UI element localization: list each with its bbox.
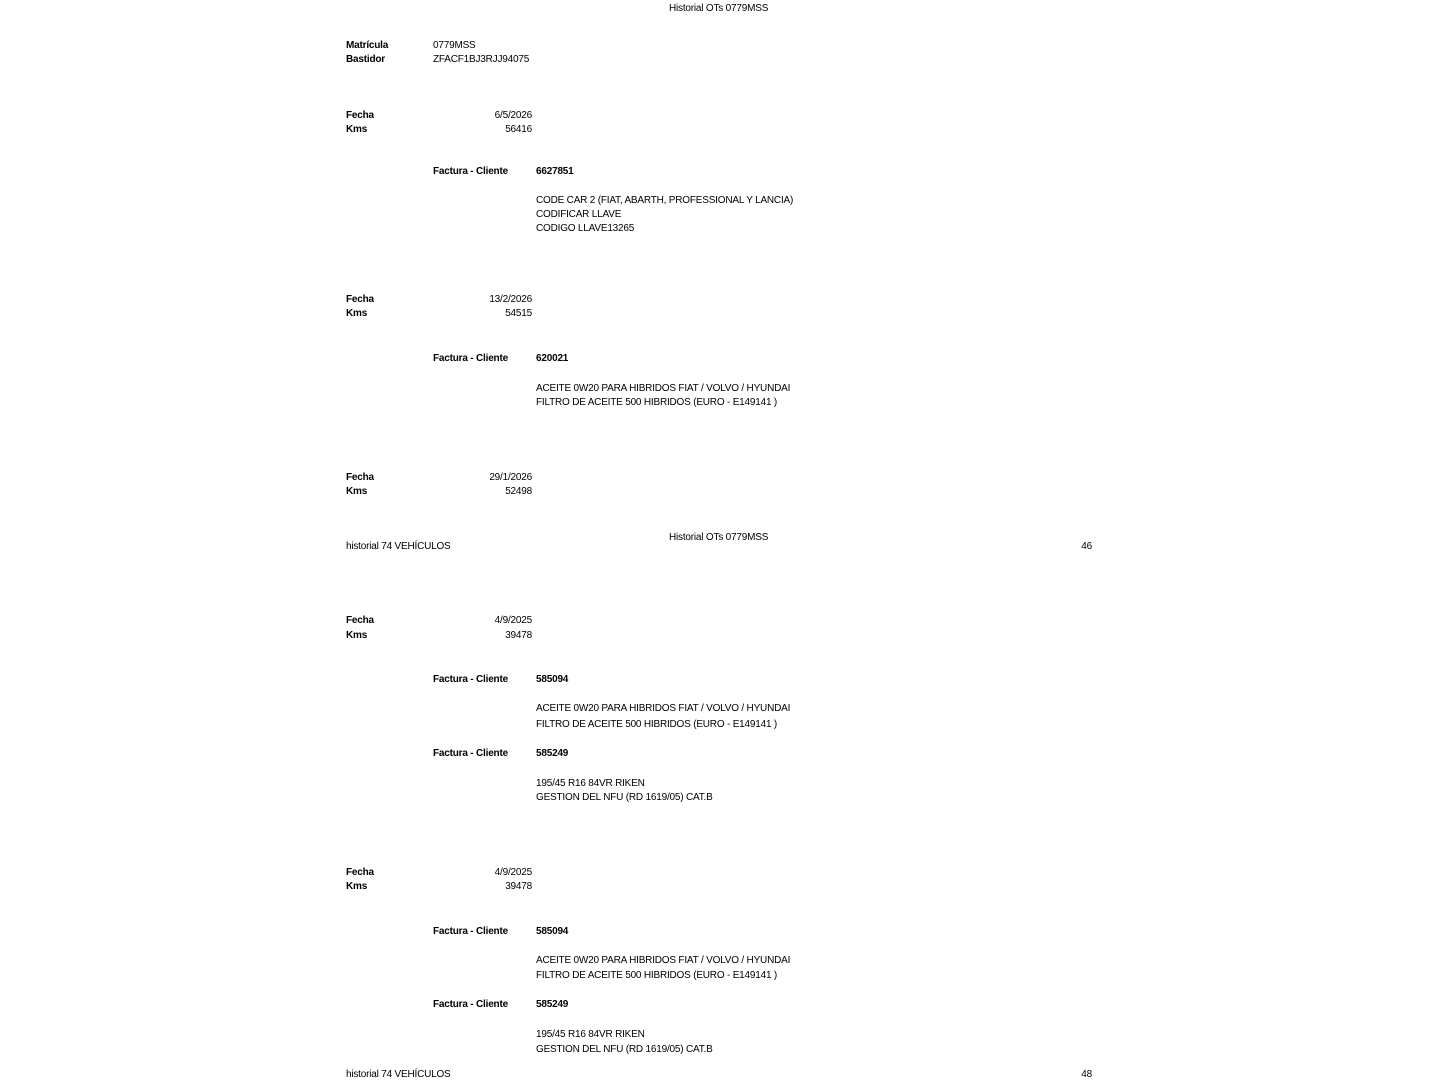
invoice-line: CODIGO LLAVE13265 [536,223,635,234]
factura-cliente-label: Factura - Cliente [433,748,508,759]
kms-value: 39478 [505,630,532,641]
invoice-line: FILTRO DE ACEITE 500 HIBRIDOS (EURO - E149141 ) [536,397,778,408]
fecha-label: Fecha [346,472,374,483]
invoice-line: ACEITE 0W20 PARA HIBRIDOS FIAT / VOLVO / HYUNDAI [536,955,791,966]
kms-value: 56416 [505,124,532,135]
invoice-line: FILTRO DE ACEITE 500 HIBRIDOS (EURO - E149141 ) [536,719,778,730]
fecha-value: 29/1/2026 [489,472,532,483]
kms-value: 52498 [505,486,532,497]
page-number: 46 [1081,541,1092,552]
invoice-line: FILTRO DE ACEITE 500 HIBRIDOS (EURO - E149141 ) [536,970,778,981]
invoice-line: 195/45 R16 84VR RIKEN [536,1029,645,1040]
kms-value: 54515 [505,308,532,319]
page-header-title: Historial OTs 0779MSS [669,532,769,543]
fecha-value: 6/5/2026 [494,110,532,121]
matricula-value: 0779MSS [433,40,476,51]
bastidor-value: ZFACF1BJ3RJJ94075 [433,54,530,65]
factura-cliente-label: Factura - Cliente [433,926,508,937]
invoice-number: 585249 [536,748,569,759]
invoice-number: 585094 [536,926,569,937]
fecha-label: Fecha [346,867,374,878]
page-header-title: Historial OTs 0779MSS [669,3,769,14]
kms-label: Kms [346,630,368,641]
invoice-number: 620021 [536,353,569,364]
invoice-number: 585094 [536,674,569,685]
invoice-line: CODIFICAR LLAVE [536,209,622,220]
kms-label: Kms [346,881,368,892]
bastidor-label: Bastidor [346,54,385,65]
invoice-line: ACEITE 0W20 PARA HIBRIDOS FIAT / VOLVO / HYUNDAI [536,383,791,394]
fecha-label: Fecha [346,110,374,121]
fecha-label: Fecha [346,615,374,626]
factura-cliente-label: Factura - Cliente [433,166,508,177]
invoice-line: GESTION DEL NFU (RD 1619/05) CAT.B [536,792,713,803]
invoice-number: 585249 [536,999,569,1010]
factura-cliente-label: Factura - Cliente [433,353,508,364]
kms-label: Kms [346,308,368,319]
factura-cliente-label: Factura - Cliente [433,999,508,1010]
invoice-line: 195/45 R16 84VR RIKEN [536,778,645,789]
fecha-value: 4/9/2025 [494,867,532,878]
kms-label: Kms [346,486,368,497]
matricula-label: Matrícula [346,40,389,51]
invoice-line: GESTION DEL NFU (RD 1619/05) CAT.B [536,1044,713,1055]
invoice-number: 6627851 [536,166,574,177]
page-footer-label: historial 74 VEHÍCULOS [346,541,451,552]
fecha-value: 4/9/2025 [494,615,532,626]
kms-label: Kms [346,124,368,135]
fecha-value: 13/2/2026 [489,294,532,305]
factura-cliente-label: Factura - Cliente [433,674,508,685]
invoice-line: CODE CAR 2 (FIAT, ABARTH, PROFESSIONAL Y LANCIA) [536,195,794,206]
kms-value: 39478 [505,881,532,892]
invoice-line: ACEITE 0W20 PARA HIBRIDOS FIAT / VOLVO / HYUNDAI [536,703,791,714]
page-number: 48 [1081,1069,1092,1080]
fecha-label: Fecha [346,294,374,305]
page-footer-label: historial 74 VEHÍCULOS [346,1069,451,1080]
